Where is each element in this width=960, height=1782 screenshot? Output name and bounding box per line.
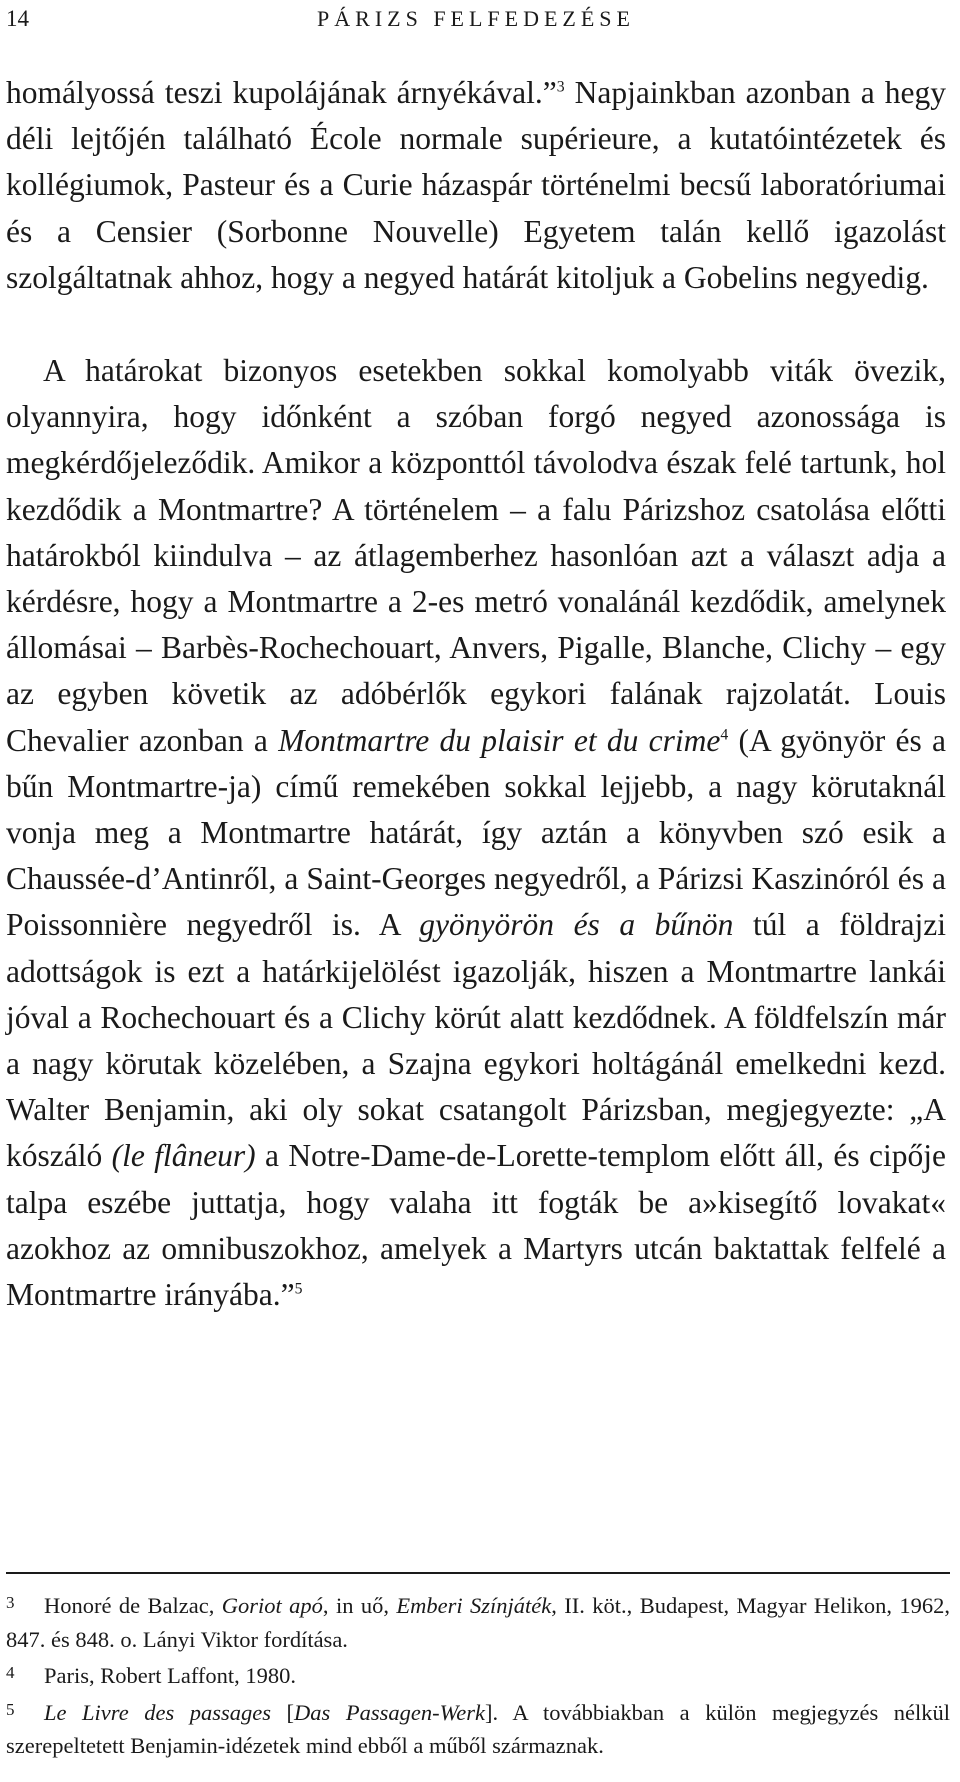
flaneur-term: (le flâneur)	[111, 1138, 256, 1174]
footnote-text: [	[271, 1699, 295, 1725]
paragraph-2-text-d: a Notre-Dame-de-Lorette-templom előtt áll, és cipője talpa eszébe juttatja, hogy valaha itt fogták be a»kisegítő lovakat« azokhoz az omnibuszokhoz, amelyek a Martyrs utcán baktattak felfelé a Montmartre irányába.”	[6, 1138, 946, 1313]
footnote-text: , in uő,	[322, 1593, 397, 1618]
footnote-rule	[6, 1572, 950, 1574]
paragraph-1	[6, 70, 946, 301]
footnote-text: Honoré de Balzac,	[44, 1593, 222, 1618]
footnote-number: 5	[6, 1699, 15, 1719]
footnote-number: 4	[6, 1663, 15, 1682]
footnote-text: Paris, Robert Laffont, 1980.	[44, 1663, 297, 1688]
paragraph-2-text-b: (A gyönyör és a bűn Montmartre-ja) című remekében sokkal lejjebb, a nagy körutaknál vonja meg a Montmartre határát, így aztán a könyvben szó esik a Chaussée-d’Antinről, a Saint-Georges negyedről, a Párizsi Kaszinóról és a Poissonnière negyedről is. A	[6, 722, 947, 943]
footnote-italic: Das Passagen-Werk	[294, 1699, 485, 1725]
page-number: 14	[6, 6, 29, 31]
footnote-ref-3: 3	[556, 78, 565, 96]
running-head	[6, 6, 946, 36]
paragraph-2	[6, 348, 946, 1318]
footnote-ref-4: 4	[720, 726, 729, 744]
running-title: PÁRIZS FELFEDEZÉSE	[317, 6, 635, 31]
book-title-chevalier: Montmartre du plaisir et du crime	[278, 722, 721, 758]
footnotes	[6, 1572, 950, 1763]
paragraph-1-text-b: Napjainkban azonban a hegy déli lejtőjén található École normale supérieure, a kutatóintézetek és kollégiumok, Pasteur és a Curie házaspár történelmi becsű laboratóriumai és a Censier (Sorbonne Nouvelle) Egyetem talán kellő igazolást szolgáltatnak ahhoz, hogy a negyed határát kitoljuk a Gobelins negyedig.	[6, 75, 946, 295]
footnote-4	[6, 1656, 950, 1693]
footnote-text: , II. köt., Budapest, Magyar Helikon, 1962, 847. és 848. o. Lányi Viktor fordítása.	[6, 1593, 950, 1652]
footnote-5	[6, 1693, 950, 1763]
italic-phrase: gyönyörön és a bűnön	[419, 907, 734, 943]
footnote-italic: Le Livre des passages	[44, 1699, 272, 1725]
footnote-italic: Goriot apó	[221, 1593, 323, 1618]
footnote-3	[6, 1586, 950, 1656]
footnote-ref-5: 5	[294, 1280, 303, 1298]
body-text	[6, 70, 946, 1318]
paragraph-2-text-a: A határokat bizonyos esetekben sokkal komolyabb viták övezik, olyannyira, hogy időnként a szóban forgó negyed azonossága is megkérdőjeleződik. Amikor a központtól távolodva észak felé tartunk, hol kezdődik a Montmartre? A történelem – a falu Párizshoz csatolása előtti határokból kiindulva – az átlagemberhez hasonlóan azt a választ adja a kérdésre, hogy a Montmartre a 2-es metró vonalánál kezdődik, amelynek állomásai – Barbès-Rochechouart, Anvers, Pigalle, Blanche, Clichy – egy az egyben követik az adóbérlők egykori falának rajzolatát. Louis Chevalier azonban a	[6, 353, 946, 758]
footnote-number: 3	[6, 1593, 15, 1612]
paragraph-2-text-c: túl a földrajzi adottságok is ezt a határkijelölést igazolják, hiszen a Montmartre lankái jóval a Rochechouart és a Clichy körút alatt kezdődnek. A földfelszín már a nagy körutak közelében, a Szajna egykori holtágánál emelkedni kezd. Walter Benjamin, aki oly sokat csatangolt Párizsban, megjegyezte: „A kószáló	[6, 907, 946, 1174]
footnote-italic: Emberi Színjáték	[396, 1593, 552, 1618]
paragraph-1-text-a: homályossá teszi kupolájának árnyékával.”	[6, 75, 557, 110]
footnote-text: ]. A továbbiakban a külön megjegyzés nélkül szerepeltetett Benjamin-idézetek mind ebből a műből származnak.	[6, 1699, 950, 1758]
